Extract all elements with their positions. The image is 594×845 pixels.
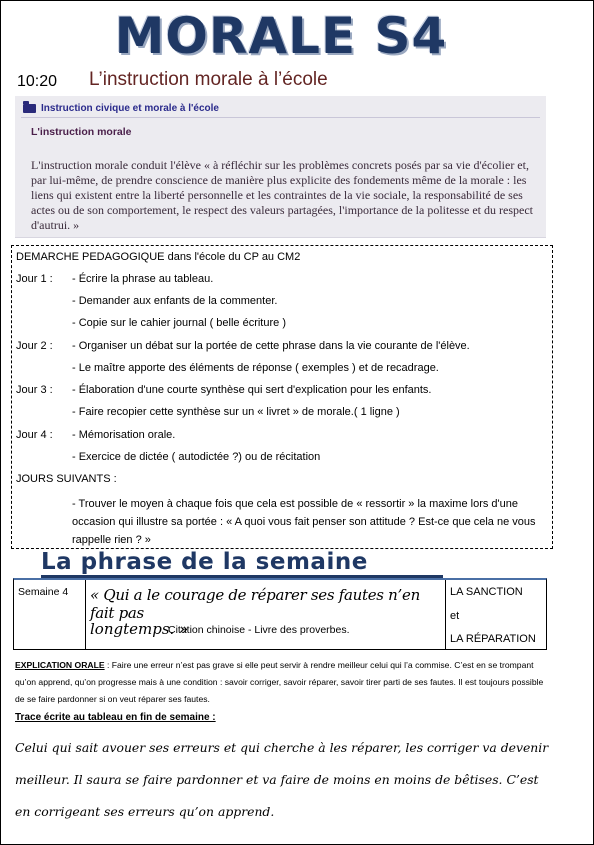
folder-icon bbox=[23, 104, 36, 113]
demarche-day-label: Jour 3 : bbox=[16, 384, 53, 396]
time-label: 10:20 bbox=[17, 73, 58, 90]
demarche-step: - Mémorisation orale. bbox=[72, 429, 176, 441]
demarche-row bbox=[16, 317, 546, 333]
demarche-step: - Élaboration d'une courte synthèse qui sert d'explication pour les enfants. bbox=[72, 384, 432, 396]
demarche-step: - Demander aux enfants de la commenter. bbox=[72, 295, 278, 307]
excerpt-heading: L'instruction morale bbox=[31, 126, 132, 138]
phrase-table bbox=[13, 578, 547, 650]
theme-line-2: et bbox=[450, 610, 460, 622]
demarche-day-label: Jour 2 : bbox=[16, 340, 53, 352]
jours-suivants-label: JOURS SUIVANTS : bbox=[16, 473, 117, 485]
explication-text: : Faire une erreur n’est pas grave si elle peut servir à rendre meilleur celui qui l’a commise. C’est en se trompant qu’on apprend, qu’on progresse mais à une condition : savoir corriger, savoir réparer, savoir tirer parti de ses fautes. Il est toujours possible de se faire pardonner si on veut réparer ses fautes. bbox=[15, 660, 544, 704]
excerpt-divider bbox=[21, 117, 540, 118]
demarche-row bbox=[16, 451, 546, 467]
demarche-step: - Exercice de dictée ( autodictée ?) ou de récitation bbox=[72, 451, 321, 463]
week-label: Semaine 4 bbox=[18, 586, 69, 598]
quote-line-2: longtemps. » bbox=[90, 620, 189, 638]
explication-paragraph bbox=[15, 657, 555, 708]
demarche-row bbox=[16, 406, 546, 422]
theme-line-1: LA SANCTION bbox=[450, 586, 523, 598]
demarche-step: - Organiser un débat sur la portée de cette phrase dans la vie courante de l'élève. bbox=[72, 340, 470, 352]
demarche-day-label: Jour 1 : bbox=[16, 273, 53, 285]
excerpt-box bbox=[15, 96, 546, 238]
excerpt-body: L'instruction morale conduit l'élève « à réfléchir sur les problèmes concrets posés par sa vie d'écolier et, par lui-même, de prendre conscience de manière plus explicite des fondements même de la morale : les liens qui existent entre la liberté personnelle et les contraintes de la vie sociale, la responsabilité de ses actes ou de son comportement, le respect des valeurs partagées, l'importance de la politesse et du respect d'autrui. » bbox=[31, 158, 533, 232]
demarche-step: - Le maître apporte des éléments de réponse ( exemples ) et de recadrage. bbox=[72, 362, 439, 374]
week-cell bbox=[14, 580, 86, 650]
demarche-title: DEMARCHE PEDAGOGIQUE dans l'école du CP au CM2 bbox=[16, 251, 301, 263]
demarche-row bbox=[16, 362, 546, 378]
document-title: MORALE S4 bbox=[114, 7, 448, 65]
demarche-step: - Écrire la phrase au tableau. bbox=[72, 273, 214, 285]
quote-source: Citation chinoise - Livre des proverbes. bbox=[168, 624, 350, 636]
demarche-box bbox=[11, 245, 553, 549]
demarche-row bbox=[16, 429, 546, 445]
explication-label: EXPLICATION ORALE bbox=[15, 660, 105, 670]
document-subtitle: L’instruction morale à l’école bbox=[89, 69, 328, 90]
phrase-section-title: La phrase de la semaine bbox=[41, 549, 368, 575]
trace-label: Trace écrite au tableau en fin de semaine : bbox=[15, 712, 216, 723]
trace-text: Celui qui sait avouer ses erreurs et qui cherche à les réparer, les corriger va devenir meilleur. Il saura se faire pardonner et va faire de moins en moins de bêtises. C’est en corrigeant ses erreurs qu’on apprend. bbox=[15, 740, 549, 819]
jours-suivants-text: - Trouver le moyen à chaque fois que cela est possible de « ressortir » la maxime lors d'une occasion qui illustre sa portée : « A quoi vous fait penser son attitude ? Est-ce que cela ne vous rappelle rien ? » bbox=[72, 498, 536, 546]
demarche-step: - Copie sur le cahier journal ( belle écriture ) bbox=[72, 317, 286, 329]
quote-line-1: « Qui a le courage de réparer ses fautes n’en fait pas bbox=[90, 586, 420, 622]
excerpt-breadcrumb: Instruction civique et morale à l'école bbox=[41, 103, 219, 114]
demarche-step: - Faire recopier cette synthèse sur un « livret » de morale.( 1 ligne ) bbox=[72, 406, 400, 418]
theme-line-3: LA RÉPARATION bbox=[450, 633, 536, 645]
theme-cell bbox=[446, 580, 546, 650]
demarche-row bbox=[16, 384, 546, 400]
quote-cell bbox=[86, 580, 446, 650]
demarche-day-label: Jour 4 : bbox=[16, 429, 53, 441]
demarche-row bbox=[16, 340, 546, 356]
demarche-row bbox=[16, 273, 546, 289]
demarche-row bbox=[16, 295, 546, 311]
